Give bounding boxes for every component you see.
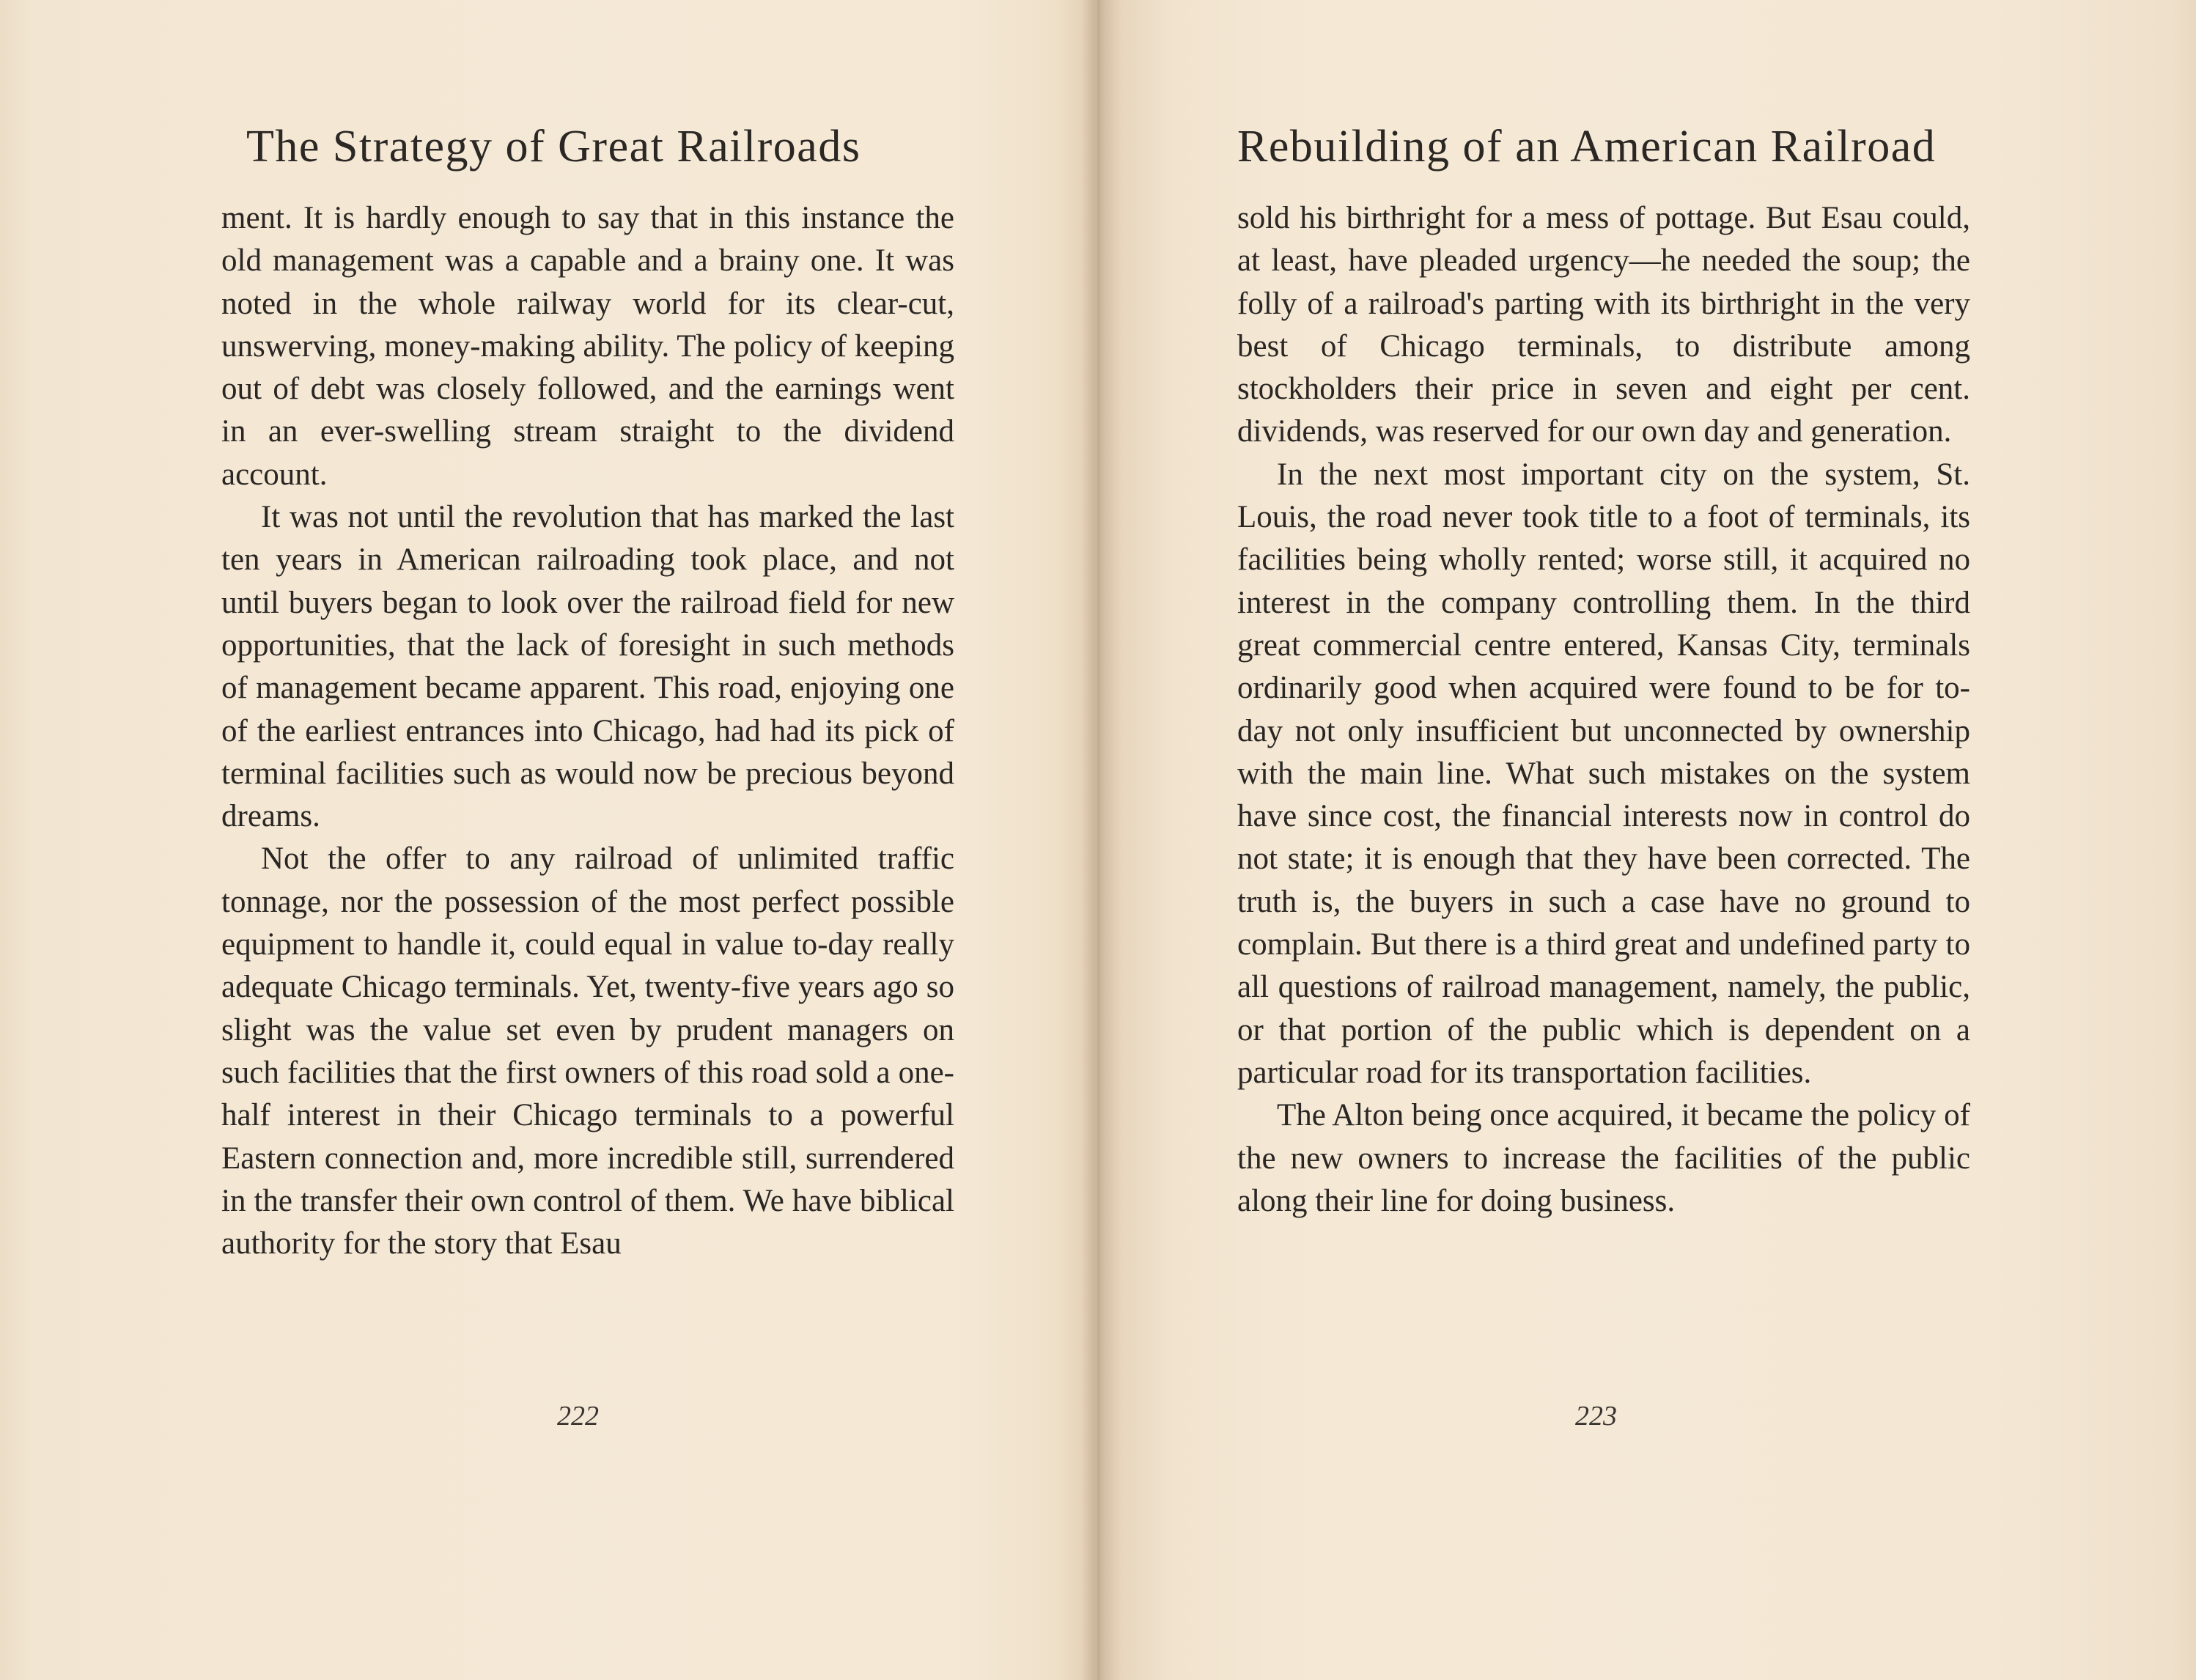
left-running-head: The Strategy of Great Railroads: [246, 122, 861, 172]
left-paragraph-1: ment. It is hardly enough to say that in this instance the old management was a capable and a brainy one. It was noted in the whole railway world for its clear-cut, unswerving, money-making ability. The policy of keeping out of debt was closely followed, and the earnings went in an ever-swelling stream straight to the dividend account.: [221, 201, 954, 492]
right-page: [1099, 0, 2196, 1680]
right-paragraph-1: sold his birthright for a mess of pottage. But Esau could, at least, have pleaded urgency—he needed the soup; the folly of a railroad's parting with its birthright in the very best of Chicago terminals, to distribute among stockholders their price in seven and eight per cent. dividends, was reserved for our own day and generation.: [1237, 201, 1970, 449]
left-paragraph-2: It was not until the revolution that has marked the last ten years in American railroading took place, and not until buyers began to look over the railroad field for new opportunities, that the lack of foresight in such methods of management became apparent. This road, enjoying one of the earliest entrances into Chicago, had had its pick of terminal facilities such as would now be precious beyond dreams.: [221, 500, 954, 834]
left-text-block: [221, 197, 954, 1265]
left-page: [0, 0, 1097, 1680]
right-page-number: 223: [1575, 1401, 1617, 1432]
right-text-block: [1237, 197, 1970, 1223]
left-paragraph-3: Not the offer to any railroad of unlimited traffic tonnage, nor the possession of the most perfect possible equipment to handle it, could equal in value to-day really adequate Chicago terminals. Yet, twenty-five years ago so slight was the value set even by prudent managers on such facilities that the first owners of this road sold a one-half interest in their Chicago terminals to a powerful Eastern connection and, more incredible still, surrendered in the transfer their own control of them. We have biblical authority for the story that Esau: [221, 841, 954, 1261]
right-paragraph-3: The Alton being once acquired, it became the policy of the new owners to increase the facilities of the public along their line for doing business.: [1237, 1098, 1970, 1218]
right-paragraph-2: In the next most important city on the system, St. Louis, the road never took title to a foot of terminals, its facilities being wholly rented; worse still, it acquired no interest in the company controlling them. In the third great commercial centre entered, Kansas City, terminals ordinarily good when acquired were found to be for to-day not only insufficient but unconnected by ownership with the main line. What such mistakes on the system have since cost, the financial interests now in control do not state; it is enough that they have been corrected. The truth is, the buyers in such a case have no ground to complain. But there is a third great and undefined party to all questions of railroad management, namely, the public, or that portion of the public which is dependent on a particular road for its transportation facilities.: [1237, 457, 1970, 1090]
left-page-number: 222: [557, 1401, 599, 1432]
right-running-head: Rebuilding of an American Railroad: [1237, 122, 1937, 172]
